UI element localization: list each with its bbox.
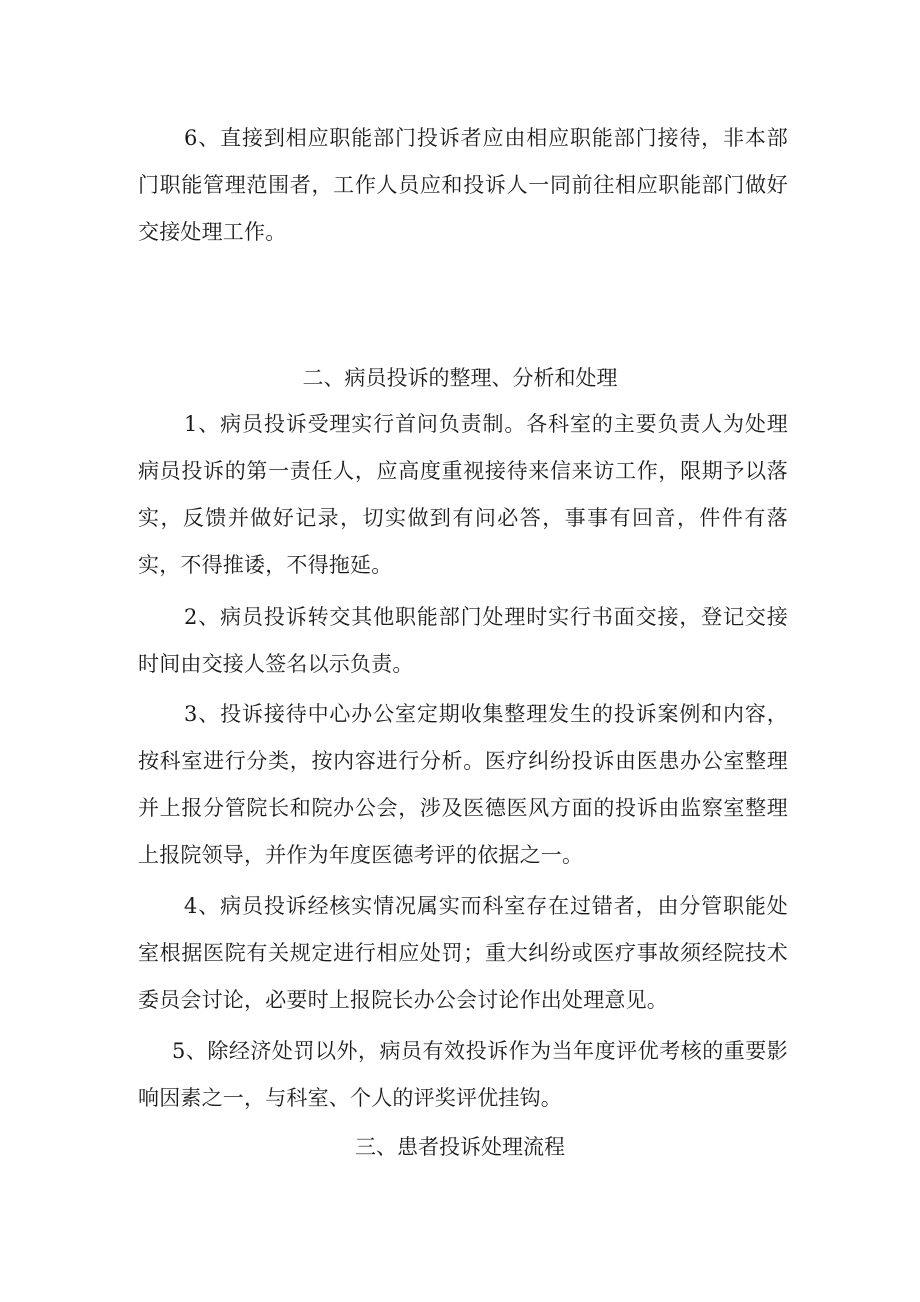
paragraph-section2-item-5: 5、除经济处罚以外，病员有效投诉作为当年度评优考核的重要影响因素之一，与科室、个人的评奖评优挂钩。 bbox=[138, 1039, 788, 1110]
paragraph-section2-item-3: 3、投诉接待中心办公室定期收集整理发生的投诉案例和内容，按科室进行分类，按内容进行分析。医疗纠纷投诉由医患办公室整理并上报分管院长和院办公会，涉及医德医风方面的投诉由监察室整理上报院领导，并作为年度医德考评的依据之一。 bbox=[138, 702, 788, 867]
paragraph-section2-item-2: 2、病员投诉转交其他职能部门处理时实行书面交接，登记交接时间由交接人签名以示负责。 bbox=[138, 605, 788, 676]
paragraph-section2-item-4: 4、病员投诉经核实情况属实而科室存在过错者，由分管职能处室根据医院有关规定进行相应处罚；重大纠纷或医疗事故须经院技术委员会讨论，必要时上报院长办公会讨论作出处理意见。 bbox=[138, 894, 788, 1012]
section-heading-2: 二、病员投诉的整理、分析和处理 bbox=[302, 366, 618, 390]
section-heading-3: 三、患者投诉处理流程 bbox=[355, 1135, 565, 1159]
paragraph-item-6: 6、直接到相应职能部门投诉者应由相应职能部门接待，非本部门职能管理范围者，工作人员应和投诉人一同前往相应职能部门做好交接处理工作。 bbox=[138, 126, 788, 244]
paragraph-section2-item-1: 1、病员投诉受理实行首问负责制。各科室的主要负责人为处理病员投诉的第一责任人，应高度重视接待来信来访工作，限期予以落实，反馈并做好记录，切实做到有问必答，事事有回音，件件有落实，不得推诿，不得拖延。 bbox=[138, 412, 788, 577]
